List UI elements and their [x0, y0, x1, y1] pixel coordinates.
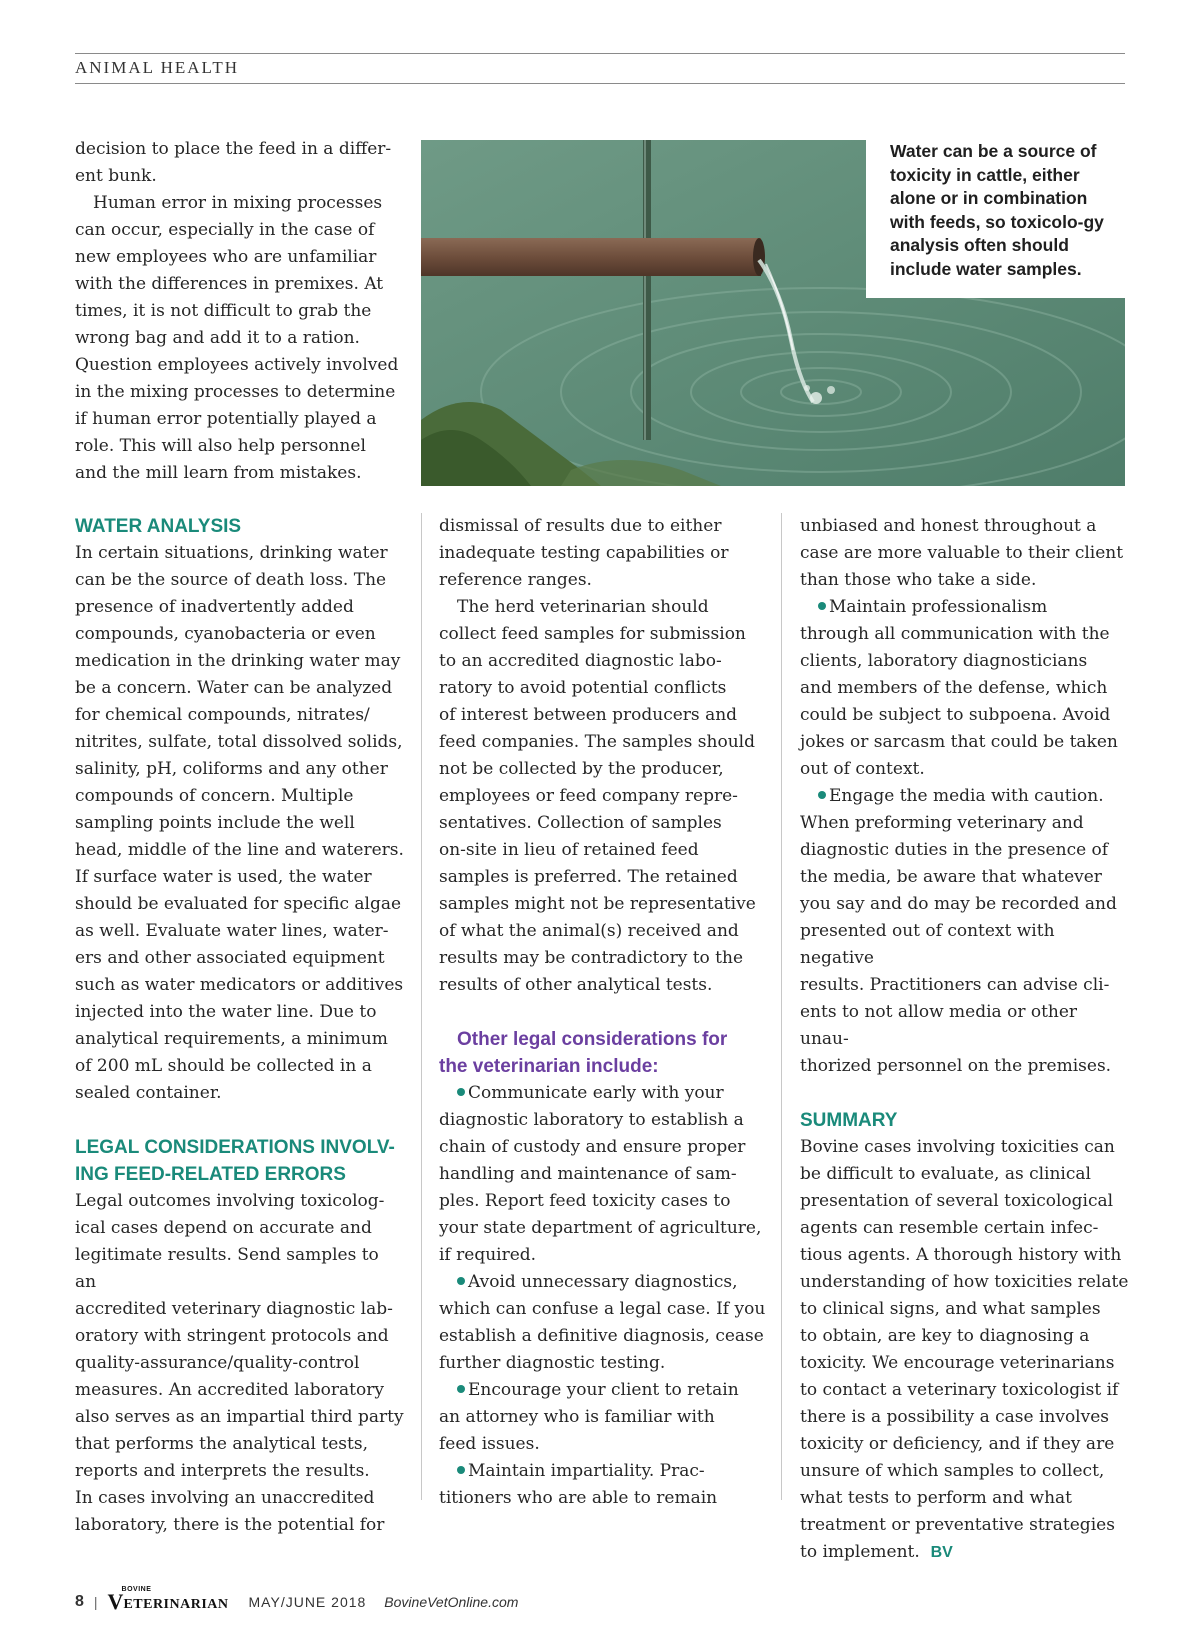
bullet-text: Maintain impartiality. Prac- — [468, 1461, 705, 1481]
text-line: understanding of how toxicities relate — [800, 1272, 1129, 1292]
text-line: ical cases depend on accurate and — [75, 1218, 372, 1238]
text-line: can occur, especially in the case of — [75, 220, 375, 240]
text-line: collect feed samples for submission — [439, 624, 746, 644]
text-line: laboratory, there is the potential for — [75, 1515, 385, 1535]
text-line: through all communication with the — [800, 624, 1110, 644]
bullet-icon — [457, 1385, 465, 1393]
text-line: be a concern. Water can be analyzed — [75, 678, 393, 698]
text-line: and members of the defense, which — [800, 678, 1108, 698]
logo-rest: ETERINARIAN — [123, 1597, 229, 1612]
text-line: if human error potentially played a — [75, 409, 377, 429]
last-line — [800, 1539, 1130, 1566]
text-line: results of other analytical tests. — [439, 975, 713, 995]
text-line: establish a definitive diagnosis, cease — [439, 1326, 764, 1346]
text-line: ers and other associated equipment — [75, 948, 385, 968]
text-line: as well. Evaluate water lines, water- — [75, 921, 389, 941]
text-line: decision to place the feed in a differ- — [75, 139, 392, 159]
header-top-rule — [75, 53, 1125, 54]
text-line: thorized personnel on the premises. — [800, 1056, 1112, 1076]
text-line: nitrites, sulfate, total dissolved solids, — [75, 732, 403, 752]
text-line: toxicity. We encourage veterinarians — [800, 1353, 1115, 1373]
text-line: which can confuse a legal case. If you — [439, 1299, 766, 1319]
section-label: ANIMAL HEALTH — [75, 58, 240, 77]
heading-legal-considerations: LEGAL CONSIDERATIONS INVOLV- — [75, 1137, 395, 1158]
bullet-icon — [818, 602, 826, 610]
text-line: measures. An accredited laboratory — [75, 1380, 384, 1400]
spacer — [439, 999, 769, 1026]
bullet-item — [800, 783, 1130, 810]
bullet-text: Maintain professionalism — [829, 597, 1048, 617]
text-line: inadequate testing capabilities or — [439, 543, 729, 563]
bullet-item — [800, 594, 1130, 621]
text-line: agents can resemble certain infec- — [800, 1218, 1099, 1238]
text-line: to an accredited diagnostic labo- — [439, 651, 722, 671]
bullet-item — [439, 1458, 769, 1485]
text-line: times, it is not difficult to grab the — [75, 301, 372, 321]
text-line: injected into the water line. Due to — [75, 1002, 377, 1022]
text-line: medication in the drinking water may — [75, 651, 401, 671]
column-2 — [439, 513, 769, 1512]
text-line: employees or feed company repre- — [439, 786, 738, 806]
text-line: you say and do may be recorded and — [800, 894, 1117, 914]
text-line: of what the animal(s) received and — [439, 921, 739, 941]
bullet-icon — [457, 1277, 465, 1285]
text-line: to implement. — [800, 1542, 920, 1562]
text-line: could be subject to subpoena. Avoid — [800, 705, 1111, 725]
heading-water-analysis: WATER ANALYSIS — [75, 516, 242, 537]
text-line: that performs the analytical tests, — [75, 1434, 368, 1454]
text-line: not be collected by the producer, — [439, 759, 724, 779]
footer-separator: | — [93, 1594, 98, 1610]
text-line: diagnostic duties in the presence of — [800, 840, 1109, 860]
text-line: samples might not be representative — [439, 894, 756, 914]
text-line: role. This will also help personnel — [75, 436, 366, 456]
caption-text: Water can be a source of toxicity in cattle, either alone or in combination with feeds, so toxicolo-gy analysis often should include water samples. — [890, 141, 1104, 279]
text-line: an attorney who is familiar with — [439, 1407, 715, 1427]
text-line: out of context. — [800, 759, 925, 779]
text-line: If surface water is used, the water — [75, 867, 372, 887]
bullet-icon — [457, 1466, 465, 1474]
text-line: reports and interprets the results. — [75, 1461, 370, 1481]
bullet-text: Encourage your client to retain — [468, 1380, 739, 1400]
text-line: further diagnostic testing. — [439, 1353, 666, 1373]
text-line: reference ranges. — [439, 570, 592, 590]
text-line: samples is preferred. The retained — [439, 867, 738, 887]
text-line: for chemical compounds, nitrates/ — [75, 705, 370, 725]
text-line: presentation of several toxicological — [800, 1191, 1114, 1211]
text-line: jokes or sarcasm that could be taken — [800, 732, 1118, 752]
text-line: ples. Report feed toxicity cases to — [439, 1191, 731, 1211]
text-line: in the mixing processes to determine — [75, 382, 396, 402]
text-line: there is a possibility a case involves — [800, 1407, 1110, 1427]
bullet-text: Engage the media with caution. — [829, 786, 1104, 806]
text-line: toxicity or deficiency, and if they are — [800, 1434, 1115, 1454]
text-line: oratory with stringent protocols and — [75, 1326, 389, 1346]
end-mark: BV — [930, 1544, 953, 1561]
text-line: results. Practitioners can advise cli- — [800, 975, 1110, 995]
text-line: Bovine cases involving toxicities can — [800, 1137, 1115, 1157]
text-line: unsure of which samples to collect, — [800, 1461, 1105, 1481]
page-number: 8 — [75, 1593, 84, 1610]
text-line: sentatives. Collection of samples — [439, 813, 722, 833]
text-line: can be the source of death loss. The — [75, 570, 387, 590]
heading-other-legal-cont: the veterinarian include: — [439, 1056, 659, 1077]
text-line: ents to not allow media or other unau- — [800, 1002, 1078, 1049]
text-line: analytical requirements, a minimum — [75, 1029, 388, 1049]
text-line: of 200 mL should be collected in a — [75, 1056, 372, 1076]
text-line: the media, be aware that whatever — [800, 867, 1102, 887]
text-line: such as water medicators or additives — [75, 975, 404, 995]
text-line: if required. — [439, 1245, 537, 1265]
spacer — [75, 1107, 405, 1134]
text-line: be difficult to evaluate, as clinical — [800, 1164, 1091, 1184]
text-line: wrong bag and add it to a ration. — [75, 328, 360, 348]
column-3 — [800, 513, 1130, 1566]
issue-date: MAY/JUNE 2018 — [248, 1594, 367, 1610]
text-line: diagnostic laboratory to establish a — [439, 1110, 744, 1130]
text-line: unbiased and honest throughout a — [800, 516, 1097, 536]
text-line: feed companies. The samples should — [439, 732, 755, 752]
bullet-icon — [818, 791, 826, 799]
text-line: than those who take a side. — [800, 570, 1037, 590]
bullet-item — [439, 1080, 769, 1107]
text-line: quality-assurance/quality-control — [75, 1353, 360, 1373]
text-line: Question employees actively involved — [75, 355, 399, 375]
text-line: head, middle of the line and waterers. — [75, 840, 404, 860]
bullet-item — [439, 1269, 769, 1296]
text-line: titioners who are able to remain — [439, 1488, 718, 1508]
text-line: on-site in lieu of retained feed — [439, 840, 699, 860]
text-line: The herd veterinarian should — [457, 597, 709, 617]
text-line: tious agents. A thorough history with — [800, 1245, 1122, 1265]
text-line: accredited veterinary diagnostic lab- — [75, 1299, 393, 1319]
text-line: should be evaluated for specific algae — [75, 894, 402, 914]
heading-other-legal: Other legal considerations for — [457, 1029, 728, 1050]
text-line: compounds of concern. Multiple — [75, 786, 354, 806]
text-line: feed issues. — [439, 1434, 540, 1454]
text-line: handling and maintenance of sam- — [439, 1164, 737, 1184]
text-line: sealed container. — [75, 1083, 222, 1103]
photo-caption — [866, 140, 1125, 298]
heading-legal-considerations-cont: ING FEED-RELATED ERRORS — [75, 1164, 346, 1185]
text-line: your state department of agriculture, — [439, 1218, 762, 1238]
logo-initial: V — [107, 1589, 124, 1614]
page-footer — [75, 1586, 519, 1614]
magazine-logo — [107, 1586, 229, 1614]
logo-small-text: BOVINE — [121, 1586, 152, 1593]
text-line: results may be contradictory to the — [439, 948, 744, 968]
text-line: also serves as an impartial third party — [75, 1407, 404, 1427]
text-line: Human error in mixing processes — [93, 193, 383, 213]
text-line: of interest between producers and — [439, 705, 738, 725]
text-line: case are more valuable to their client — [800, 543, 1124, 563]
bullet-item — [439, 1377, 769, 1404]
text-line: sampling points include the well — [75, 813, 355, 833]
text-line: presence of inadvertently added — [75, 597, 354, 617]
text-line: dismissal of results due to either — [439, 516, 722, 536]
text-line: to contact a veterinary toxicologist if — [800, 1380, 1119, 1400]
text-line: ent bunk. — [75, 166, 157, 186]
column-divider — [421, 513, 422, 1500]
bullet-icon — [457, 1088, 465, 1096]
text-line: In certain situations, drinking water — [75, 543, 388, 563]
column-divider — [781, 513, 782, 1500]
spacer — [800, 1080, 1130, 1107]
text-line: Legal outcomes involving toxicolog- — [75, 1191, 385, 1211]
header-bottom-rule — [75, 83, 1125, 84]
text-line: salinity, pH, coliforms and any other — [75, 759, 388, 779]
column-1-bottom — [75, 513, 405, 1539]
text-line: to obtain, are key to diagnosing a — [800, 1326, 1090, 1346]
text-line: what tests to perform and what — [800, 1488, 1072, 1508]
column-1-top — [75, 136, 405, 487]
text-line: clients, laboratory diagnosticians — [800, 651, 1088, 671]
text-line: new employees who are unfamiliar — [75, 247, 377, 267]
bullet-text: Communicate early with your — [468, 1083, 724, 1103]
text-line: with the differences in premixes. At — [75, 274, 384, 294]
text-line: legitimate results. Send samples to an — [75, 1245, 379, 1292]
text-line: When preforming veterinary and — [800, 813, 1084, 833]
text-line: chain of custody and ensure proper — [439, 1137, 746, 1157]
text-line: compounds, cyanobacteria or even — [75, 624, 376, 644]
text-line: treatment or preventative strategies — [800, 1515, 1115, 1535]
text-line: presented out of context with negative — [800, 921, 1055, 968]
text-line: and the mill learn from mistakes. — [75, 463, 362, 483]
text-line: ratory to avoid potential conflicts — [439, 678, 727, 698]
heading-summary: SUMMARY — [800, 1110, 898, 1131]
text-line: In cases involving an unaccredited — [75, 1488, 375, 1508]
bullet-text: Avoid unnecessary diagnostics, — [468, 1272, 738, 1292]
website: BovineVetOnline.com — [384, 1594, 519, 1610]
text-line: to clinical signs, and what samples — [800, 1299, 1101, 1319]
